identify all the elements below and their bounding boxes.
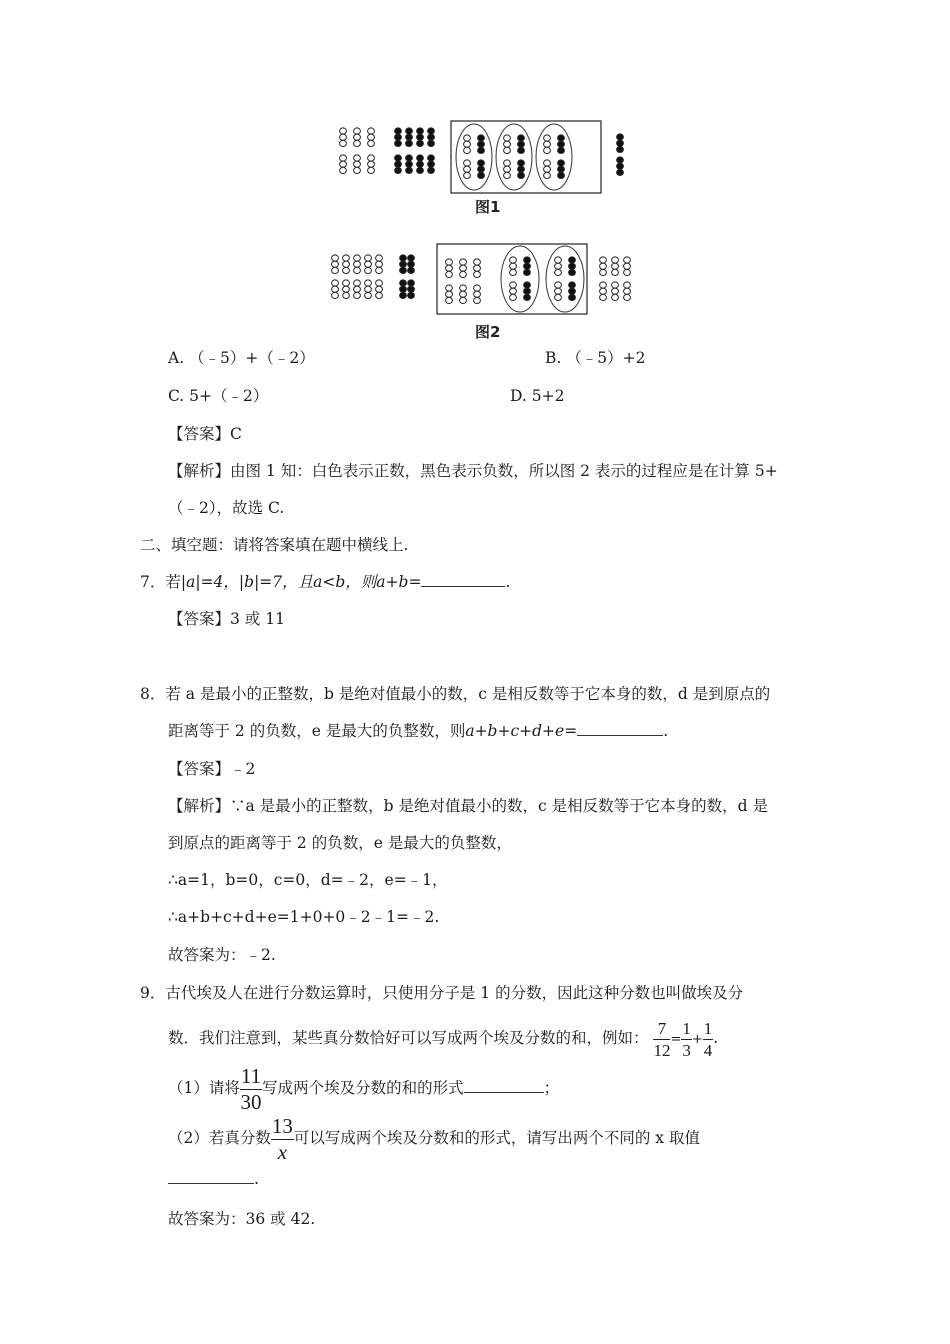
white-bead bbox=[332, 261, 339, 267]
white-bead bbox=[612, 282, 619, 288]
black-bead bbox=[400, 280, 407, 286]
white-bead bbox=[460, 291, 467, 297]
white-bead bbox=[340, 140, 347, 146]
white-bead bbox=[612, 263, 619, 269]
white-bead bbox=[343, 261, 350, 267]
black-bead bbox=[417, 134, 424, 140]
white-bead bbox=[555, 269, 562, 275]
q8-line-2-text: 距离等于 2 的负数，e 是最大的负整数，则 bbox=[168, 722, 466, 740]
figure-2 bbox=[325, 240, 645, 320]
white-bead bbox=[340, 134, 347, 140]
q9-part-2-blank[interactable] bbox=[168, 1169, 254, 1184]
q9-line-2 bbox=[168, 1014, 718, 1064]
q6-analysis-line-2: （﹣2），故选 C. bbox=[168, 499, 285, 517]
white-bead bbox=[332, 280, 339, 286]
white-bead bbox=[460, 271, 467, 277]
black-bead bbox=[524, 282, 531, 288]
pair-circle bbox=[496, 124, 532, 190]
q9-part-2-continuation bbox=[168, 1168, 259, 1190]
white-bead bbox=[368, 155, 375, 161]
q8-answer-blank[interactable] bbox=[577, 721, 663, 736]
white-bead bbox=[510, 282, 517, 288]
black-bead bbox=[518, 135, 525, 141]
black-bead bbox=[518, 141, 525, 147]
figure-2-box bbox=[437, 244, 587, 314]
option-d: D. 5+2 bbox=[510, 387, 565, 405]
black-bead bbox=[395, 134, 402, 140]
white-bead bbox=[368, 167, 375, 173]
white-bead bbox=[555, 288, 562, 294]
white-bead bbox=[460, 265, 467, 271]
option-b: B. （﹣5）+2 bbox=[545, 349, 646, 367]
white-bead bbox=[460, 285, 467, 291]
fraction-13-x: $\frac{13}{x}$ bbox=[271, 1113, 293, 1164]
plus-sign: + bbox=[691, 1032, 703, 1047]
black-bead bbox=[428, 167, 435, 173]
white-bead bbox=[365, 255, 372, 261]
black-bead bbox=[400, 292, 407, 298]
black-bead bbox=[428, 161, 435, 167]
q7-prefix: 7．若 bbox=[140, 573, 181, 591]
black-bead bbox=[617, 157, 624, 163]
black-bead bbox=[408, 292, 415, 298]
black-bead bbox=[569, 282, 576, 288]
white-bead bbox=[464, 135, 471, 141]
q8-analysis-line-1: 【解析】∵a 是最小的正整数，b 是绝对值最小的数，c 是相反数等于它本身的数，d 是 bbox=[168, 797, 768, 815]
black-bead bbox=[569, 263, 576, 269]
white-bead bbox=[446, 265, 453, 271]
white-bead bbox=[376, 286, 383, 292]
white-bead bbox=[354, 267, 361, 273]
white-bead bbox=[340, 128, 347, 134]
white-bead bbox=[343, 267, 350, 273]
black-bead bbox=[478, 135, 485, 141]
black-bead bbox=[558, 172, 565, 178]
white-bead bbox=[555, 257, 562, 263]
white-bead bbox=[544, 141, 551, 147]
white-bead bbox=[343, 286, 350, 292]
white-bead bbox=[510, 257, 517, 263]
white-bead bbox=[354, 167, 361, 173]
black-bead bbox=[569, 269, 576, 275]
white-bead bbox=[555, 282, 562, 288]
black-bead bbox=[617, 140, 624, 146]
white-bead bbox=[460, 259, 467, 265]
white-bead bbox=[376, 267, 383, 273]
black-bead bbox=[406, 140, 413, 146]
q8-analysis-line-2: 到原点的距离等于 2 的负数，e 是最大的负整数， bbox=[168, 834, 512, 852]
white-bead bbox=[474, 265, 481, 271]
black-bead bbox=[395, 140, 402, 146]
fraction-11-30: $\frac{11}{30}$ bbox=[240, 1063, 262, 1114]
pair-circle bbox=[536, 124, 572, 190]
black-bead bbox=[400, 286, 407, 292]
white-bead bbox=[368, 161, 375, 167]
black-bead bbox=[558, 166, 565, 172]
black-bead bbox=[524, 263, 531, 269]
black-bead bbox=[406, 128, 413, 134]
white-bead bbox=[544, 160, 551, 166]
question-7 bbox=[140, 571, 510, 593]
black-bead bbox=[406, 134, 413, 140]
white-bead bbox=[464, 160, 471, 166]
black-bead bbox=[395, 161, 402, 167]
black-bead bbox=[518, 147, 525, 153]
black-bead bbox=[406, 167, 413, 173]
black-bead bbox=[617, 134, 624, 140]
white-bead bbox=[354, 286, 361, 292]
black-bead bbox=[428, 140, 435, 146]
white-bead bbox=[365, 267, 372, 273]
example-fraction-7-12: $\frac{7}{12}$ bbox=[653, 1018, 671, 1060]
white-bead bbox=[600, 288, 607, 294]
q9-part-1-suffix: 写成两个埃及分数的和的形式 bbox=[262, 1079, 464, 1097]
white-bead bbox=[446, 271, 453, 277]
black-bead bbox=[417, 155, 424, 161]
white-bead bbox=[510, 294, 517, 300]
white-bead bbox=[354, 280, 361, 286]
figure-2-drawing bbox=[325, 240, 645, 320]
section-2-title: 二、填空题：请将答案填在题中横线上. bbox=[140, 536, 409, 554]
white-bead bbox=[504, 141, 511, 147]
example-fraction-1-3: $\frac{1}{3}$ bbox=[682, 1018, 691, 1060]
white-bead bbox=[354, 255, 361, 261]
white-bead bbox=[343, 280, 350, 286]
q9-part-1 bbox=[168, 1064, 559, 1113]
black-bead bbox=[478, 147, 485, 153]
black-bead bbox=[395, 155, 402, 161]
figure-1-drawing bbox=[330, 115, 630, 197]
black-bead bbox=[558, 141, 565, 147]
white-bead bbox=[624, 263, 631, 269]
pair-circle bbox=[456, 124, 492, 190]
q8-line-1: 8．若 a 是最小的正整数，b 是绝对值最小的数，c 是相反数等于它本身的数，d 是到原点的 bbox=[140, 685, 771, 703]
q8-final-answer: 故答案为：﹣2. bbox=[168, 946, 276, 964]
black-bead bbox=[518, 172, 525, 178]
white-bead bbox=[376, 261, 383, 267]
white-bead bbox=[612, 288, 619, 294]
period: . bbox=[713, 1029, 719, 1047]
figure-1-caption: 图1 bbox=[475, 198, 501, 216]
q9-line-2-text: 数．我们注意到，某些真分数恰好可以写成两个埃及分数的和，例如： bbox=[168, 1029, 649, 1047]
black-bead bbox=[617, 146, 624, 152]
white-bead bbox=[332, 286, 339, 292]
black-bead bbox=[569, 294, 576, 300]
white-bead bbox=[365, 261, 372, 267]
white-bead bbox=[368, 134, 375, 140]
black-bead bbox=[558, 147, 565, 153]
q7-answer: 【答案】3 或 11 bbox=[168, 610, 285, 628]
black-bead bbox=[518, 160, 525, 166]
q8-line-2 bbox=[168, 720, 668, 742]
white-bead bbox=[354, 155, 361, 161]
white-bead bbox=[544, 166, 551, 172]
q8-analysis-line-4: ∴a+b+c+d+e=1+0+0﹣2﹣1=﹣2. bbox=[168, 908, 440, 926]
white-bead bbox=[504, 147, 511, 153]
black-bead bbox=[518, 166, 525, 172]
white-bead bbox=[354, 161, 361, 167]
white-bead bbox=[332, 292, 339, 298]
white-bead bbox=[446, 297, 453, 303]
q7-expression: a+b= bbox=[376, 573, 422, 591]
white-bead bbox=[510, 269, 517, 275]
black-bead bbox=[617, 169, 624, 175]
black-bead bbox=[558, 160, 565, 166]
q8-answer: 【答案】﹣2 bbox=[168, 760, 256, 778]
black-bead bbox=[395, 167, 402, 173]
white-bead bbox=[474, 297, 481, 303]
q9-part-2-prefix: （2）若真分数 bbox=[168, 1129, 271, 1147]
white-bead bbox=[365, 292, 372, 298]
black-bead bbox=[417, 161, 424, 167]
black-bead bbox=[400, 261, 407, 267]
q9-line-1: 9．古代埃及人在进行分数运算时，只使用分子是 1 的分数，因此这种分数也叫做埃及分 bbox=[140, 984, 744, 1002]
black-bead bbox=[524, 269, 531, 275]
white-bead bbox=[624, 269, 631, 275]
white-bead bbox=[464, 147, 471, 153]
white-bead bbox=[544, 135, 551, 141]
white-bead bbox=[332, 267, 339, 273]
figure-1 bbox=[330, 115, 630, 197]
pair-circle bbox=[546, 246, 584, 312]
white-bead bbox=[446, 285, 453, 291]
white-bead bbox=[544, 172, 551, 178]
black-bead bbox=[428, 134, 435, 140]
q7-condition: a<b，则 bbox=[313, 573, 377, 591]
white-bead bbox=[624, 257, 631, 263]
white-bead bbox=[612, 294, 619, 300]
q7-abs-b: |b|=7，且 bbox=[238, 573, 314, 591]
white-bead bbox=[368, 128, 375, 134]
black-bead bbox=[400, 267, 407, 273]
white-bead bbox=[510, 288, 517, 294]
white-bead bbox=[474, 271, 481, 277]
black-bead bbox=[428, 155, 435, 161]
white-bead bbox=[504, 135, 511, 141]
white-bead bbox=[464, 172, 471, 178]
equals-sign: = bbox=[670, 1032, 682, 1047]
white-bead bbox=[600, 294, 607, 300]
white-bead bbox=[464, 166, 471, 172]
q9-part-1-blank[interactable] bbox=[464, 1078, 544, 1093]
white-bead bbox=[474, 285, 481, 291]
black-bead bbox=[408, 267, 415, 273]
option-c: C. 5+（﹣2） bbox=[168, 387, 269, 405]
white-bead bbox=[600, 269, 607, 275]
black-bead bbox=[524, 288, 531, 294]
q9-part-2-end: . bbox=[254, 1170, 259, 1188]
white-bead bbox=[600, 282, 607, 288]
white-bead bbox=[354, 134, 361, 140]
black-bead bbox=[408, 261, 415, 267]
q6-analysis-line-1: 【解析】由图 1 知：白色表示正数，黑色表示负数，所以图 2 表示的过程应是在计算 5+ bbox=[168, 462, 778, 480]
white-bead bbox=[368, 140, 375, 146]
white-bead bbox=[332, 255, 339, 261]
black-bead bbox=[478, 172, 485, 178]
black-bead bbox=[558, 135, 565, 141]
option-a: A. （﹣5）+（﹣2） bbox=[168, 349, 315, 367]
q7-answer-blank[interactable] bbox=[421, 572, 505, 587]
white-bead bbox=[504, 166, 511, 172]
white-bead bbox=[354, 292, 361, 298]
black-bead bbox=[417, 140, 424, 146]
white-bead bbox=[612, 269, 619, 275]
white-bead bbox=[446, 291, 453, 297]
white-bead bbox=[510, 263, 517, 269]
q9-part-2 bbox=[168, 1114, 700, 1163]
black-bead bbox=[417, 167, 424, 173]
black-bead bbox=[408, 286, 415, 292]
white-bead bbox=[446, 259, 453, 265]
q8-analysis-line-3: ∴a=1，b=0，c=0，d=﹣2，e=﹣1， bbox=[168, 871, 448, 889]
white-bead bbox=[376, 292, 383, 298]
white-bead bbox=[555, 263, 562, 269]
white-bead bbox=[612, 257, 619, 263]
white-bead bbox=[624, 288, 631, 294]
black-bead bbox=[408, 280, 415, 286]
q9-part-1-prefix: （1）请将 bbox=[168, 1079, 240, 1097]
white-bead bbox=[624, 282, 631, 288]
black-bead bbox=[569, 257, 576, 263]
white-bead bbox=[340, 161, 347, 167]
white-bead bbox=[600, 263, 607, 269]
white-bead bbox=[376, 255, 383, 261]
white-bead bbox=[504, 160, 511, 166]
black-bead bbox=[569, 288, 576, 294]
example-fraction-1-4: $\frac{1}{4}$ bbox=[703, 1018, 713, 1060]
white-bead bbox=[555, 294, 562, 300]
black-bead bbox=[406, 161, 413, 167]
white-bead bbox=[365, 286, 372, 292]
black-bead bbox=[617, 163, 624, 169]
black-bead bbox=[524, 257, 531, 263]
white-bead bbox=[460, 297, 467, 303]
black-bead bbox=[478, 166, 485, 172]
figure-2-caption: 图2 bbox=[475, 323, 501, 341]
white-bead bbox=[376, 280, 383, 286]
white-bead bbox=[354, 128, 361, 134]
black-bead bbox=[478, 141, 485, 147]
q9-part-2-suffix: 可以写成两个埃及分数和的形式，请写出两个不同的 x 取值 bbox=[293, 1129, 700, 1147]
q8-end: . bbox=[663, 722, 669, 740]
pair-circle bbox=[501, 246, 539, 312]
white-bead bbox=[504, 172, 511, 178]
q7-abs-a: |a|=4， bbox=[180, 573, 239, 591]
white-bead bbox=[365, 280, 372, 286]
white-bead bbox=[354, 140, 361, 146]
black-bead bbox=[395, 128, 402, 134]
q9-final-answer: 故答案为：36 或 42. bbox=[168, 1210, 316, 1228]
black-bead bbox=[408, 255, 415, 261]
white-bead bbox=[343, 292, 350, 298]
black-bead bbox=[524, 294, 531, 300]
white-bead bbox=[340, 167, 347, 173]
black-bead bbox=[406, 155, 413, 161]
black-bead bbox=[400, 255, 407, 261]
white-bead bbox=[474, 259, 481, 265]
white-bead bbox=[343, 255, 350, 261]
black-bead bbox=[478, 160, 485, 166]
black-bead bbox=[417, 128, 424, 134]
white-bead bbox=[600, 257, 607, 263]
q9-part-1-end: ； bbox=[543, 1079, 560, 1097]
white-bead bbox=[474, 291, 481, 297]
white-bead bbox=[544, 147, 551, 153]
black-bead bbox=[428, 128, 435, 134]
q7-end: . bbox=[505, 573, 511, 591]
q8-expression: a+b+c+d+e= bbox=[465, 722, 578, 740]
white-bead bbox=[464, 141, 471, 147]
white-bead bbox=[354, 261, 361, 267]
q6-answer: 【答案】C bbox=[168, 425, 242, 443]
white-bead bbox=[624, 294, 631, 300]
white-bead bbox=[340, 155, 347, 161]
